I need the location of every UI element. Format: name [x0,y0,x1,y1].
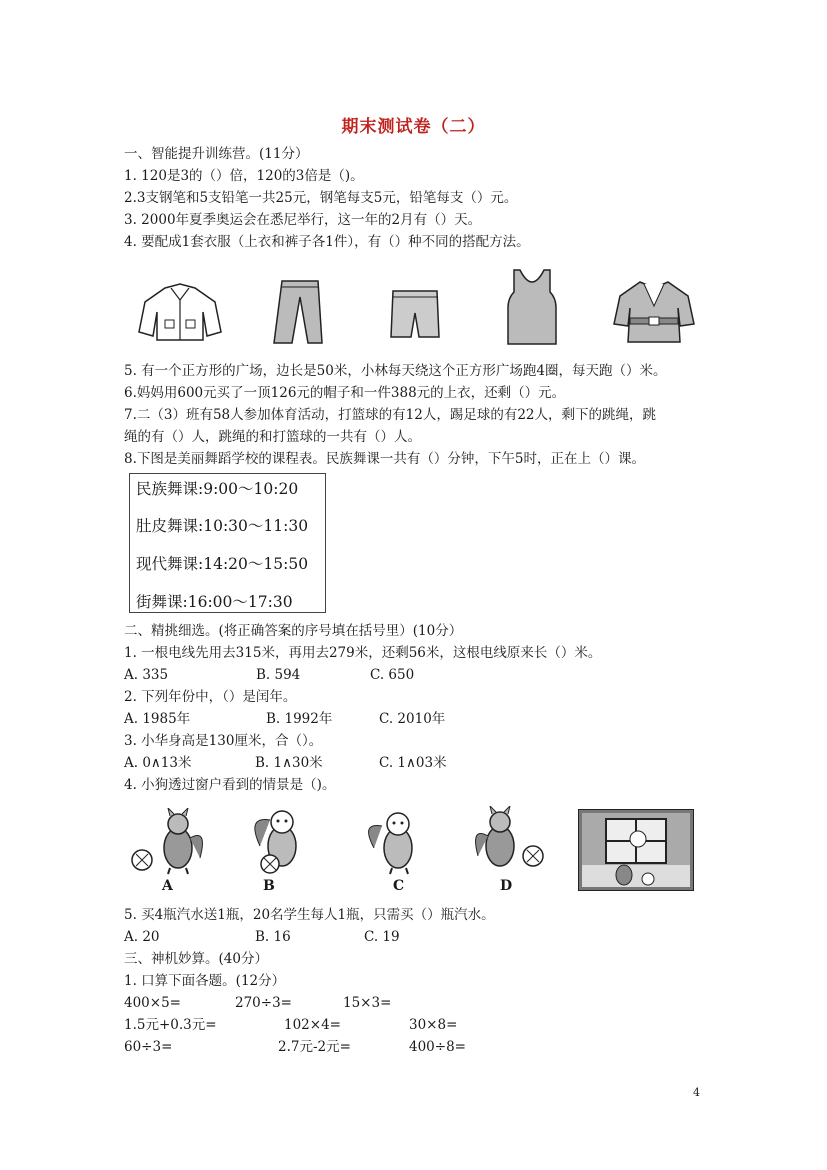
s2-question-2: 2. 下列年份中，（）是闰年。 [124,689,297,705]
s3-question-1: 1. 口算下面各题。(12分） [124,973,286,989]
coat-image [612,278,696,346]
s1-question-6: 6.妈妈用600元买了一顶126元的帽子和一件388元的上衣，还剩（）元。 [124,385,566,401]
s2-q1-options [124,666,624,684]
calc-row-1 [124,994,624,1012]
option-a: A. 335 [124,667,169,683]
option-label-b: B [263,878,275,894]
calc-item: 400÷8= [409,1039,466,1055]
s1-question-2: 2.3支钢笔和5支铅笔一共25元，钢笔每支5元，铅笔每支（）元。 [124,190,518,206]
option-label-a: A [162,878,173,894]
section-3-heading: 三、神机妙算。(40分） [124,951,268,967]
schedule-row: 民族舞课:9:00～10:20 [136,480,299,498]
section-1-heading: 一、智能提升训练营。(11分） [124,146,309,162]
dance-schedule-table [129,473,326,613]
calc-item: 15×3= [343,995,392,1011]
jacket-image [135,282,225,344]
squirrel-option-c-image [360,808,430,876]
s2-q2-options [124,710,624,728]
calc-item: 30×8= [409,1017,458,1033]
option-c: C. 1∧03米 [379,755,447,771]
s1-question-5: 5. 有一个正方形的广场，边长是50米，小林每天绕这个正方形广场跑4圈，每天跑（）米。 [124,363,667,379]
option-c: C. 650 [370,667,415,683]
vest-image [506,268,558,346]
shorts-image [387,287,443,341]
option-c: C. 19 [364,929,400,945]
calc-item: 2.7元-2元= [278,1039,351,1055]
option-a: A. 0∧13米 [124,755,192,771]
s2-q5-options [124,928,624,946]
dog-window-scene-image [578,809,694,891]
calc-row-2 [124,1016,624,1034]
s2-q3-options [124,754,624,772]
s1-question-1: 1. 120是3的（）倍，120的3倍是（)。 [124,168,364,184]
schedule-row: 肚皮舞课:10:30～11:30 [136,517,309,535]
s2-question-4: 4. 小狗透过窗户看到的情景是（)。 [124,777,336,793]
calc-item: 270÷3= [235,995,292,1011]
squirrel-option-b-image [250,806,318,876]
pants-image [268,279,328,345]
squirrel-option-a-image [128,808,214,876]
s2-question-3: 3. 小华身高是130厘米，合（）。 [124,733,323,749]
s1-question-3: 3. 2000年夏季奥运会在悉尼举行，这一年的2月有（）天。 [124,212,482,228]
option-b: B. 1992年 [266,711,333,727]
s1-question-8: 8.下图是美丽舞蹈学校的课程表。民族舞课一共有（）分钟，下午5时，正在上（）课。 [124,451,645,467]
option-b: B. 16 [255,929,291,945]
calc-item: 400×5= [124,995,181,1011]
page-title: 期末测试卷（二） [341,117,486,137]
option-b: B. 594 [256,667,301,683]
s1-question-7-line-2: 绳的有（）人，跳绳的和打篮球的一共有（）人。 [124,429,421,445]
schedule-row: 街舞课:16:00～17:30 [136,593,293,611]
option-label-c: C [393,878,405,894]
s1-question-4: 4. 要配成1套衣服（上衣和裤子各1件），有（）种不同的搭配方法。 [124,234,530,250]
calc-row-3 [124,1038,624,1056]
squirrel-option-d-image [470,806,546,874]
s2-question-1: 1. 一根电线先用去315米，再用去279米，还剩56米，这根电线原来长（）米。 [124,645,602,661]
section-2-heading: 二、精挑细选。(将正确答案的序号填在括号里）(10分） [124,623,463,639]
option-label-d: D [500,878,513,894]
calc-item: 1.5元+0.3元= [124,1017,217,1033]
page-number: 4 [693,1086,700,1099]
schedule-row: 现代舞课:14:20～15:50 [136,555,309,573]
calc-item: 60÷3= [124,1039,173,1055]
calc-item: 102×4= [284,1017,341,1033]
s2-question-5: 5. 买4瓶汽水送1瓶，20名学生每人1瓶，只需买（）瓶汽水。 [124,907,495,923]
option-b: B. 1∧30米 [255,755,323,771]
option-a: A. 1985年 [124,711,191,727]
option-c: C. 2010年 [379,711,446,727]
option-a: A. 20 [124,929,160,945]
s1-question-7-line-1: 7.二（3）班有58人参加体育活动，打篮球的有12人，踢足球的有22人，剩下的跳绳，跳 [124,407,657,423]
